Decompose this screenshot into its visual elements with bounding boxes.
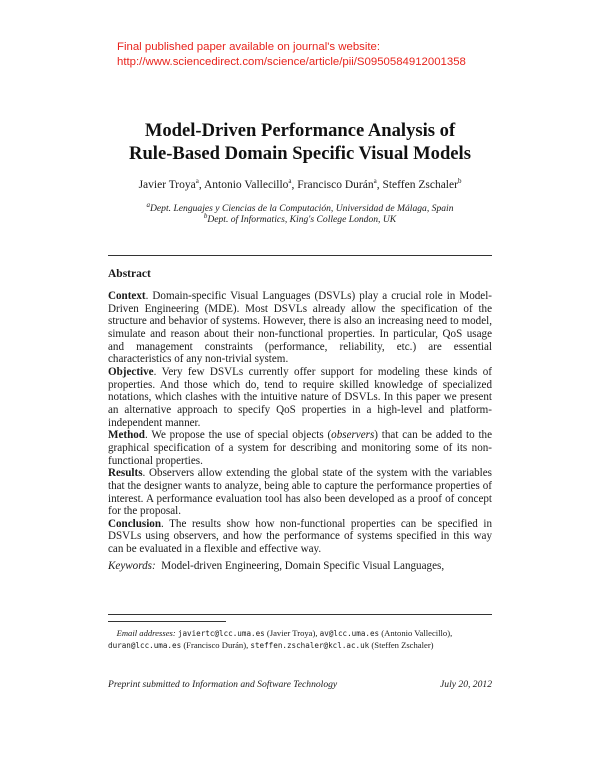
- conclusion-label: Conclusion: [108, 517, 162, 530]
- method-label: Method: [108, 429, 145, 442]
- email-address[interactable]: steffen.zschaler@kcl.ac.uk: [250, 640, 370, 650]
- email-owner: (Antonio Vallecillo),: [381, 628, 453, 638]
- objective-label: Objective: [108, 365, 154, 378]
- method-text-cont: ) that can be added to the graphical specification of a system for describing and monitoring some of its non-functional properties.: [108, 429, 493, 467]
- context-label: Context: [108, 290, 146, 302]
- author-aff-mark: a: [288, 177, 292, 185]
- results-label: Results: [108, 467, 143, 480]
- preprint-date: July 20, 2012: [440, 679, 492, 690]
- footnote-rule: [108, 621, 226, 622]
- context-text: . Domain-specific Visual Languages (DSVLs) play a crucial role in Model-Driven Engineering (MDE). Most DSVLs already allow the specification of the structure and behavior of systems. However, there is also an increasing need to model, simulate and reason about their non-functional properties. In particular, QoS usage and management constraints (performance, reliability, etc.) are essential characteristics of any non-trivial system.: [108, 290, 492, 366]
- abstract-heading: Abstract: [108, 268, 151, 280]
- paper-title: [60, 119, 540, 165]
- aff-text: Dept. Lenguajes y Ciencias de la Computación, Universidad de Málaga, Spain: [150, 203, 454, 215]
- author-aff-mark: a: [373, 177, 377, 185]
- author-name: Francisco Durán: [297, 178, 374, 191]
- author-list: Javier Troya$^a$, Antonio Vallecillo$^a$, Francisco Durán$^a$, Steffen Zschaler$^b$: [138, 177, 462, 191]
- conclusion-text: . The results show how non-functional properties can be specified in DSVLs using observers, and how the performance of systems specified in this way can be evaluated in a flexible and effective way.: [108, 517, 492, 556]
- title-line-2: Rule-Based Domain Specific Visual Models: [129, 143, 471, 164]
- notice-line: Final published paper available on journal's website:: [117, 41, 381, 53]
- keywords-label: Keywords:: [108, 559, 156, 572]
- email-address[interactable]: duran@lcc.uma.es: [108, 640, 182, 650]
- aff-text: Dept. of Informatics, King's College London, UK: [207, 214, 397, 226]
- aff-mark: a: [146, 201, 150, 209]
- abstract-results: [108, 467, 492, 518]
- abstract-context: [108, 290, 492, 366]
- publication-notice: [117, 40, 557, 70]
- abstract-conclusion: [108, 518, 492, 556]
- abstract-body: [108, 290, 492, 572]
- method-text: . We propose the use of special objects (: [144, 429, 332, 442]
- author-aff-mark: b: [457, 177, 462, 185]
- preprint-footer: [108, 679, 492, 690]
- abstract-keywords: [108, 560, 492, 573]
- author-aff-mark: a: [195, 177, 199, 185]
- preprint-journal: Preprint submitted to Information and Software Technology: [108, 679, 338, 690]
- keywords-text: Model-driven Engineering, Domain Specific Visual Languages,: [161, 559, 445, 572]
- email-owner: (Javier Troya),: [266, 628, 318, 638]
- affiliation-b: [60, 212, 540, 225]
- footnote-label: Email addresses:: [116, 628, 176, 638]
- notice-url-link[interactable]: http://www.sciencedirect.com/science/article/pii/S0950584912001358: [117, 56, 466, 68]
- author-name: Steffen Zschaler: [382, 178, 458, 191]
- results-text: . Observers allow extending the global state of the system with the variables that the designer wants to analyze, being able to capture the performance properties of interest. A performance evaluation tool has also been developed as a proof of concept for the proposal.: [108, 467, 492, 518]
- email-owner: (Steffen Zschaler): [371, 639, 434, 650]
- email-owner: (Francisco Durán),: [183, 639, 249, 650]
- abstract-top-rule: [108, 255, 492, 256]
- abstract-method: [108, 429, 492, 467]
- objective-text: . Very few DSVLs currently offer support for modeling these kinds of properties. And those which do, tend to require skilled knowledge of specialized notations, which clashes with the intuitive nature of DSVLs. In this paper we present an alternative approach to specify QoS properties in a high-level and platform-independent manner.: [108, 365, 492, 429]
- email-address[interactable]: av@lcc.uma.es: [319, 629, 380, 638]
- author-name: Javier Troya: [138, 178, 196, 191]
- method-emphasis: observers: [331, 429, 375, 442]
- email-footnote: [108, 628, 492, 651]
- aff-mark: b: [203, 212, 208, 220]
- title-line-1: Model-Driven Performance Analysis of: [144, 120, 456, 141]
- author-name: Antonio Vallecillo: [203, 178, 289, 191]
- abstract-bottom-rule: [108, 614, 492, 615]
- email-address[interactable]: javiertc@lcc.uma.es: [177, 629, 265, 638]
- abstract-objective: [108, 366, 492, 429]
